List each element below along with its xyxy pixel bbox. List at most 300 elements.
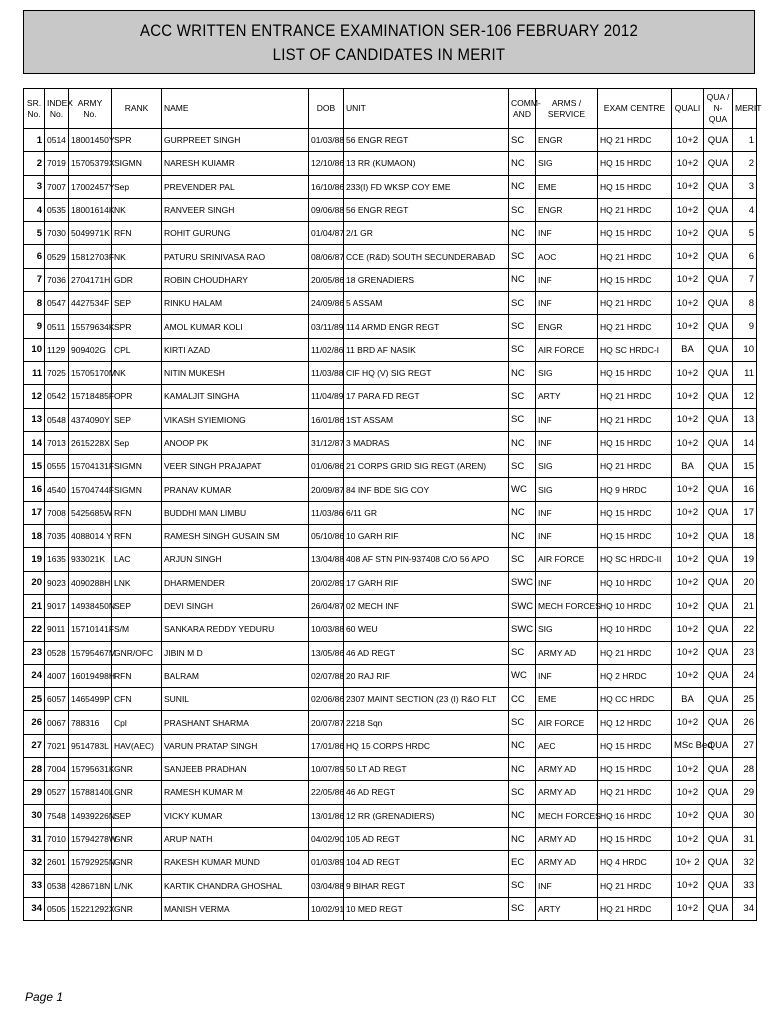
cell-army: 15718485F	[69, 385, 112, 408]
cell-dob: 12/10/86	[309, 152, 344, 175]
cell-sr: 12	[24, 385, 45, 408]
cell-rank: SIGMN	[112, 152, 162, 175]
cell-rank: S/M	[112, 618, 162, 641]
table-row	[24, 734, 757, 757]
cell-rank: Sep	[112, 175, 162, 198]
cell-dob: 31/12/87	[309, 431, 344, 454]
cell-exam: HQ 16 HRDC	[598, 804, 672, 827]
cell-sr: 2	[24, 152, 45, 175]
cell-exam: HQ 15 HRDC	[598, 152, 672, 175]
cell-comm: SC	[509, 897, 536, 920]
cell-name: KAMALJIT SINGHA	[162, 385, 309, 408]
cell-sr: 26	[24, 711, 45, 734]
cell-name: RAKESH KUMAR MUND	[162, 851, 309, 874]
cell-dob: 10/03/88	[309, 618, 344, 641]
cell-dob: 22/05/86	[309, 781, 344, 804]
cell-name: RAMESH SINGH GUSAIN SM	[162, 525, 309, 548]
table-row	[24, 618, 757, 641]
cell-quali: 10+2	[672, 152, 704, 175]
cell-arms: ARMY AD	[536, 758, 598, 781]
cell-dob: 24/09/86	[309, 292, 344, 315]
cell-comm: SWC	[509, 618, 536, 641]
cell-rank: LNK	[112, 571, 162, 594]
cell-index: 7010	[45, 827, 69, 850]
cell-qua: QUA	[704, 897, 733, 920]
cell-exam: HQ 9 HRDC	[598, 478, 672, 501]
cell-name: VARUN PRATAP SINGH	[162, 734, 309, 757]
cell-qua: QUA	[704, 361, 733, 384]
cell-dob: 02/06/86	[309, 688, 344, 711]
cell-name: VICKY KUMAR	[162, 804, 309, 827]
cell-dob: 13/01/86	[309, 804, 344, 827]
cell-exam: HQ 10 HRDC	[598, 618, 672, 641]
cell-unit: 2218 Sqn	[344, 711, 509, 734]
cell-merit: 20	[733, 571, 757, 594]
cell-unit: 56 ENGR REGT	[344, 198, 509, 221]
cell-unit: 12 RR (GRENADIERS)	[344, 804, 509, 827]
cell-merit: 16	[733, 478, 757, 501]
cell-arms: INF	[536, 571, 598, 594]
cell-exam: HQ 15 HRDC	[598, 758, 672, 781]
cell-army: 5425685W	[69, 501, 112, 524]
cell-army: 933021K	[69, 548, 112, 571]
cell-comm: SC	[509, 245, 536, 268]
cell-sr: 31	[24, 827, 45, 850]
cell-quali: 10+2	[672, 664, 704, 687]
cell-quali: 10+2	[672, 478, 704, 501]
cell-name: VIKASH SYIEMIONG	[162, 408, 309, 431]
cell-unit: 1ST ASSAM	[344, 408, 509, 431]
cell-qua: QUA	[704, 804, 733, 827]
cell-index: 0535	[45, 198, 69, 221]
cell-merit: 31	[733, 827, 757, 850]
cell-unit: 17 GARH RIF	[344, 571, 509, 594]
table-row	[24, 525, 757, 548]
cell-exam: HQ 4 HRDC	[598, 851, 672, 874]
cell-name: NARESH KUIAMR	[162, 152, 309, 175]
cell-army: 15788140L	[69, 781, 112, 804]
cell-quali: 10+2	[672, 385, 704, 408]
cell-comm: SC	[509, 338, 536, 361]
cell-index: 7035	[45, 525, 69, 548]
cell-exam: HQ 15 HRDC	[598, 175, 672, 198]
cell-merit: 1	[733, 129, 757, 152]
cell-qua: QUA	[704, 501, 733, 524]
cell-qua: QUA	[704, 781, 733, 804]
cell-unit: 114 ARMD ENGR REGT	[344, 315, 509, 338]
cell-quali: 10+2	[672, 711, 704, 734]
cell-arms: ENGR	[536, 198, 598, 221]
cell-index: 0527	[45, 781, 69, 804]
table-row	[24, 198, 757, 221]
cell-dob: 11/04/89	[309, 385, 344, 408]
cell-army: 15705379X	[69, 152, 112, 175]
cell-unit: 60 WEU	[344, 618, 509, 641]
cell-arms: EME	[536, 175, 598, 198]
cell-quali: 10+2	[672, 431, 704, 454]
cell-qua: QUA	[704, 548, 733, 571]
cell-arms: INF	[536, 664, 598, 687]
cell-exam: HQ 21 HRDC	[598, 455, 672, 478]
table-row	[24, 152, 757, 175]
cell-qua: QUA	[704, 758, 733, 781]
cell-arms: INF	[536, 408, 598, 431]
cell-quali: 10+2	[672, 268, 704, 291]
cell-dob: 11/03/88	[309, 361, 344, 384]
cell-rank: GNR	[112, 781, 162, 804]
cell-merit: 24	[733, 664, 757, 687]
cell-merit: 2	[733, 152, 757, 175]
cell-comm: NC	[509, 734, 536, 757]
col-header-arms: ARMS / SERVICE	[536, 89, 598, 129]
cell-exam: HQ 12 HRDC	[598, 711, 672, 734]
cell-army: 15704131F	[69, 455, 112, 478]
col-header-name: NAME	[162, 89, 309, 129]
cell-exam: HQ 21 HRDC	[598, 129, 672, 152]
cell-rank: GNR	[112, 827, 162, 850]
cell-unit: 5 ASSAM	[344, 292, 509, 315]
cell-rank: L/NK	[112, 874, 162, 897]
table-row	[24, 292, 757, 315]
cell-unit: 84 INF BDE SIG COY	[344, 478, 509, 501]
cell-rank: RFN	[112, 664, 162, 687]
cell-rank: GNR	[112, 758, 162, 781]
cell-qua: QUA	[704, 198, 733, 221]
cell-arms: ARMY AD	[536, 641, 598, 664]
cell-comm: SWC	[509, 571, 536, 594]
cell-quali: 10+2	[672, 501, 704, 524]
cell-rank: SPR	[112, 315, 162, 338]
col-header-index: INDEX No.	[45, 89, 69, 129]
cell-dob: 03/04/88	[309, 874, 344, 897]
cell-rank: NK	[112, 245, 162, 268]
cell-merit: 21	[733, 594, 757, 617]
cell-unit: 2307 MAINT SECTION (23 (I) R&O FLT	[344, 688, 509, 711]
cell-unit: HQ 15 CORPS HRDC	[344, 734, 509, 757]
table-row	[24, 222, 757, 245]
cell-quali: MSc Bed	[672, 734, 704, 757]
cell-arms: INF	[536, 431, 598, 454]
cell-unit: 233(I) FD WKSP COY EME	[344, 175, 509, 198]
cell-index: 0511	[45, 315, 69, 338]
cell-qua: QUA	[704, 618, 733, 641]
cell-index: 0547	[45, 292, 69, 315]
cell-dob: 20/02/89	[309, 571, 344, 594]
cell-unit: 13 RR (KUMAON)	[344, 152, 509, 175]
cell-merit: 14	[733, 431, 757, 454]
cell-army: 15221292X	[69, 897, 112, 920]
cell-arms: ARTY	[536, 897, 598, 920]
cell-army: 4090288H	[69, 571, 112, 594]
cell-sr: 6	[24, 245, 45, 268]
cell-comm: SC	[509, 385, 536, 408]
cell-merit: 11	[733, 361, 757, 384]
cell-arms: SIG	[536, 361, 598, 384]
cell-name: JIBIN M D	[162, 641, 309, 664]
table-row	[24, 245, 757, 268]
cell-dob: 04/02/90	[309, 827, 344, 850]
cell-qua: QUA	[704, 851, 733, 874]
cell-qua: QUA	[704, 292, 733, 315]
cell-index: 4540	[45, 478, 69, 501]
cell-army: 17002457Y	[69, 175, 112, 198]
cell-arms: AEC	[536, 734, 598, 757]
cell-sr: 10	[24, 338, 45, 361]
cell-dob: 08/06/87	[309, 245, 344, 268]
cell-qua: QUA	[704, 268, 733, 291]
cell-unit: 104 AD REGT	[344, 851, 509, 874]
cell-merit: 25	[733, 688, 757, 711]
cell-merit: 22	[733, 618, 757, 641]
cell-name: SUNIL	[162, 688, 309, 711]
cell-arms: MECH FORCES	[536, 804, 598, 827]
cell-arms: SIG	[536, 455, 598, 478]
cell-index: 7030	[45, 222, 69, 245]
cell-sr: 11	[24, 361, 45, 384]
cell-name: ARJUN SINGH	[162, 548, 309, 571]
cell-qua: QUA	[704, 152, 733, 175]
cell-unit: 10 MED REGT	[344, 897, 509, 920]
cell-index: 7021	[45, 734, 69, 757]
cell-name: PATURU SRINIVASA RAO	[162, 245, 309, 268]
cell-exam: HQ SC HRDC-II	[598, 548, 672, 571]
cell-sr: 20	[24, 571, 45, 594]
cell-exam: HQ 21 HRDC	[598, 897, 672, 920]
cell-name: RANVEER SINGH	[162, 198, 309, 221]
merit-list-table	[23, 88, 762, 921]
cell-qua: QUA	[704, 664, 733, 687]
cell-arms: AIR FORCE	[536, 711, 598, 734]
cell-exam: HQ 10 HRDC	[598, 571, 672, 594]
cell-sr: 15	[24, 455, 45, 478]
cell-exam: HQ CC HRDC	[598, 688, 672, 711]
cell-index: 0067	[45, 711, 69, 734]
document-title: ACC WRITTEN ENTRANCE EXAMINATION SER-106 FEBRUARY 2012	[139, 21, 639, 40]
cell-name: SANKARA REDDY YEDURU	[162, 618, 309, 641]
cell-rank: CFN	[112, 688, 162, 711]
cell-index: 7004	[45, 758, 69, 781]
cell-arms: INF	[536, 501, 598, 524]
cell-dob: 20/07/87	[309, 711, 344, 734]
cell-qua: QUA	[704, 734, 733, 757]
cell-comm: CC	[509, 688, 536, 711]
cell-quali: 10+2	[672, 292, 704, 315]
cell-name: KARTIK CHANDRA GHOSHAL	[162, 874, 309, 897]
cell-name: DEVI SINGH	[162, 594, 309, 617]
cell-unit: 2/1 GR	[344, 222, 509, 245]
cell-merit: 4	[733, 198, 757, 221]
cell-comm: EC	[509, 851, 536, 874]
cell-exam: HQ 21 HRDC	[598, 245, 672, 268]
cell-dob: 10/07/89	[309, 758, 344, 781]
cell-army: 1465499P	[69, 688, 112, 711]
cell-qua: QUA	[704, 315, 733, 338]
cell-unit: 50 LT AD REGT	[344, 758, 509, 781]
cell-rank: RFN	[112, 501, 162, 524]
col-header-unit: UNIT	[344, 89, 509, 129]
cell-rank: CPL	[112, 338, 162, 361]
cell-arms: INF	[536, 222, 598, 245]
cell-army: 18001614K	[69, 198, 112, 221]
cell-merit: 28	[733, 758, 757, 781]
cell-rank: Cpl	[112, 711, 162, 734]
cell-index: 7548	[45, 804, 69, 827]
cell-dob: 20/09/87	[309, 478, 344, 501]
cell-comm: WC	[509, 478, 536, 501]
table-row	[24, 594, 757, 617]
cell-merit: 5	[733, 222, 757, 245]
cell-index: 0529	[45, 245, 69, 268]
cell-sr: 24	[24, 664, 45, 687]
cell-army: 15795467M	[69, 641, 112, 664]
table-row	[24, 571, 757, 594]
cell-arms: SIG	[536, 152, 598, 175]
table-row	[24, 711, 757, 734]
table-row	[24, 268, 757, 291]
cell-index: 9011	[45, 618, 69, 641]
cell-exam: HQ 21 HRDC	[598, 292, 672, 315]
cell-dob: 11/03/86	[309, 501, 344, 524]
cell-sr: 27	[24, 734, 45, 757]
col-header-exam-centre: EXAM CENTRE	[598, 89, 672, 129]
cell-dob: 11/02/86	[309, 338, 344, 361]
cell-arms: EME	[536, 688, 598, 711]
cell-dob: 01/03/88	[309, 129, 344, 152]
cell-dob: 01/04/87	[309, 222, 344, 245]
cell-merit: 27	[733, 734, 757, 757]
cell-arms: AIR FORCE	[536, 338, 598, 361]
cell-quali: 10+2	[672, 781, 704, 804]
cell-comm: SC	[509, 711, 536, 734]
cell-exam: HQ 21 HRDC	[598, 408, 672, 431]
cell-index: 9017	[45, 594, 69, 617]
cell-sr: 34	[24, 897, 45, 920]
cell-merit: 15	[733, 455, 757, 478]
cell-exam: HQ SC HRDC-I	[598, 338, 672, 361]
table-row	[24, 478, 757, 501]
cell-exam: HQ 15 HRDC	[598, 501, 672, 524]
cell-rank: SIGMN	[112, 455, 162, 478]
cell-sr: 17	[24, 501, 45, 524]
table-body	[24, 129, 757, 921]
cell-merit: 34	[733, 897, 757, 920]
cell-merit: 33	[733, 874, 757, 897]
col-header-qua: QUA / N-QUA	[704, 89, 733, 129]
cell-dob: 05/10/86	[309, 525, 344, 548]
cell-comm: SC	[509, 641, 536, 664]
cell-quali: 10+2	[672, 827, 704, 850]
cell-arms: INF	[536, 268, 598, 291]
cell-name: ARUP NATH	[162, 827, 309, 850]
cell-unit: 21 CORPS GRID SIG REGT (AREN)	[344, 455, 509, 478]
cell-exam: HQ 10 HRDC	[598, 594, 672, 617]
cell-army: 15795631K	[69, 758, 112, 781]
cell-arms: ENGR	[536, 129, 598, 152]
table-row	[24, 688, 757, 711]
cell-exam: HQ 21 HRDC	[598, 781, 672, 804]
table-row	[24, 874, 757, 897]
cell-index: 7008	[45, 501, 69, 524]
cell-unit: 11 BRD AF NASIK	[344, 338, 509, 361]
cell-unit: 02 MECH INF	[344, 594, 509, 617]
cell-comm: WC	[509, 664, 536, 687]
cell-sr: 33	[24, 874, 45, 897]
cell-comm: SC	[509, 198, 536, 221]
cell-quali: 10+ 2	[672, 851, 704, 874]
cell-unit: 9 BIHAR REGT	[344, 874, 509, 897]
cell-rank: SPR	[112, 129, 162, 152]
page-number: Page 1	[25, 990, 64, 1004]
cell-comm: SC	[509, 129, 536, 152]
cell-sr: 18	[24, 525, 45, 548]
cell-unit: CIF HQ (V) SIG REGT	[344, 361, 509, 384]
cell-qua: QUA	[704, 571, 733, 594]
cell-merit: 17	[733, 501, 757, 524]
cell-quali: 10+2	[672, 245, 704, 268]
cell-merit: 32	[733, 851, 757, 874]
cell-index: 0538	[45, 874, 69, 897]
cell-qua: QUA	[704, 478, 733, 501]
cell-army: 15710141F	[69, 618, 112, 641]
document-title-box	[23, 10, 755, 74]
cell-rank: SEP	[112, 804, 162, 827]
col-header-command: COMM-AND	[509, 89, 536, 129]
cell-merit: 18	[733, 525, 757, 548]
table-row	[24, 781, 757, 804]
cell-unit: 6/11 GR	[344, 501, 509, 524]
cell-comm: SC	[509, 548, 536, 571]
table-row	[24, 361, 757, 384]
cell-name: BUDDHI MAN LIMBU	[162, 501, 309, 524]
cell-sr: 4	[24, 198, 45, 221]
cell-quali: 10+2	[672, 618, 704, 641]
cell-qua: QUA	[704, 525, 733, 548]
cell-dob: 20/05/86	[309, 268, 344, 291]
col-header-dob: DOB	[309, 89, 344, 129]
table-row	[24, 664, 757, 687]
cell-dob: 26/04/87	[309, 594, 344, 617]
cell-merit: 3	[733, 175, 757, 198]
cell-quali: BA	[672, 455, 704, 478]
cell-arms: MECH FORCES	[536, 594, 598, 617]
cell-comm: NC	[509, 804, 536, 827]
cell-comm: NC	[509, 361, 536, 384]
cell-arms: INF	[536, 874, 598, 897]
cell-arms: INF	[536, 292, 598, 315]
table-row	[24, 408, 757, 431]
cell-dob: 17/01/86	[309, 734, 344, 757]
cell-qua: QUA	[704, 594, 733, 617]
cell-name: ROHIT GURUNG	[162, 222, 309, 245]
cell-unit: 46 AD REGT	[344, 641, 509, 664]
cell-exam: HQ 21 HRDC	[598, 198, 672, 221]
cell-index: 2601	[45, 851, 69, 874]
cell-rank: SEP	[112, 594, 162, 617]
cell-quali: 10+2	[672, 874, 704, 897]
cell-exam: HQ 15 HRDC	[598, 431, 672, 454]
cell-quali: BA	[672, 688, 704, 711]
table-row	[24, 827, 757, 850]
cell-comm: NC	[509, 827, 536, 850]
cell-index: 7007	[45, 175, 69, 198]
cell-comm: NC	[509, 152, 536, 175]
cell-qua: QUA	[704, 408, 733, 431]
cell-quali: 10+2	[672, 175, 704, 198]
cell-comm: SC	[509, 408, 536, 431]
table-row	[24, 315, 757, 338]
cell-name: NITIN MUKESH	[162, 361, 309, 384]
cell-merit: 12	[733, 385, 757, 408]
